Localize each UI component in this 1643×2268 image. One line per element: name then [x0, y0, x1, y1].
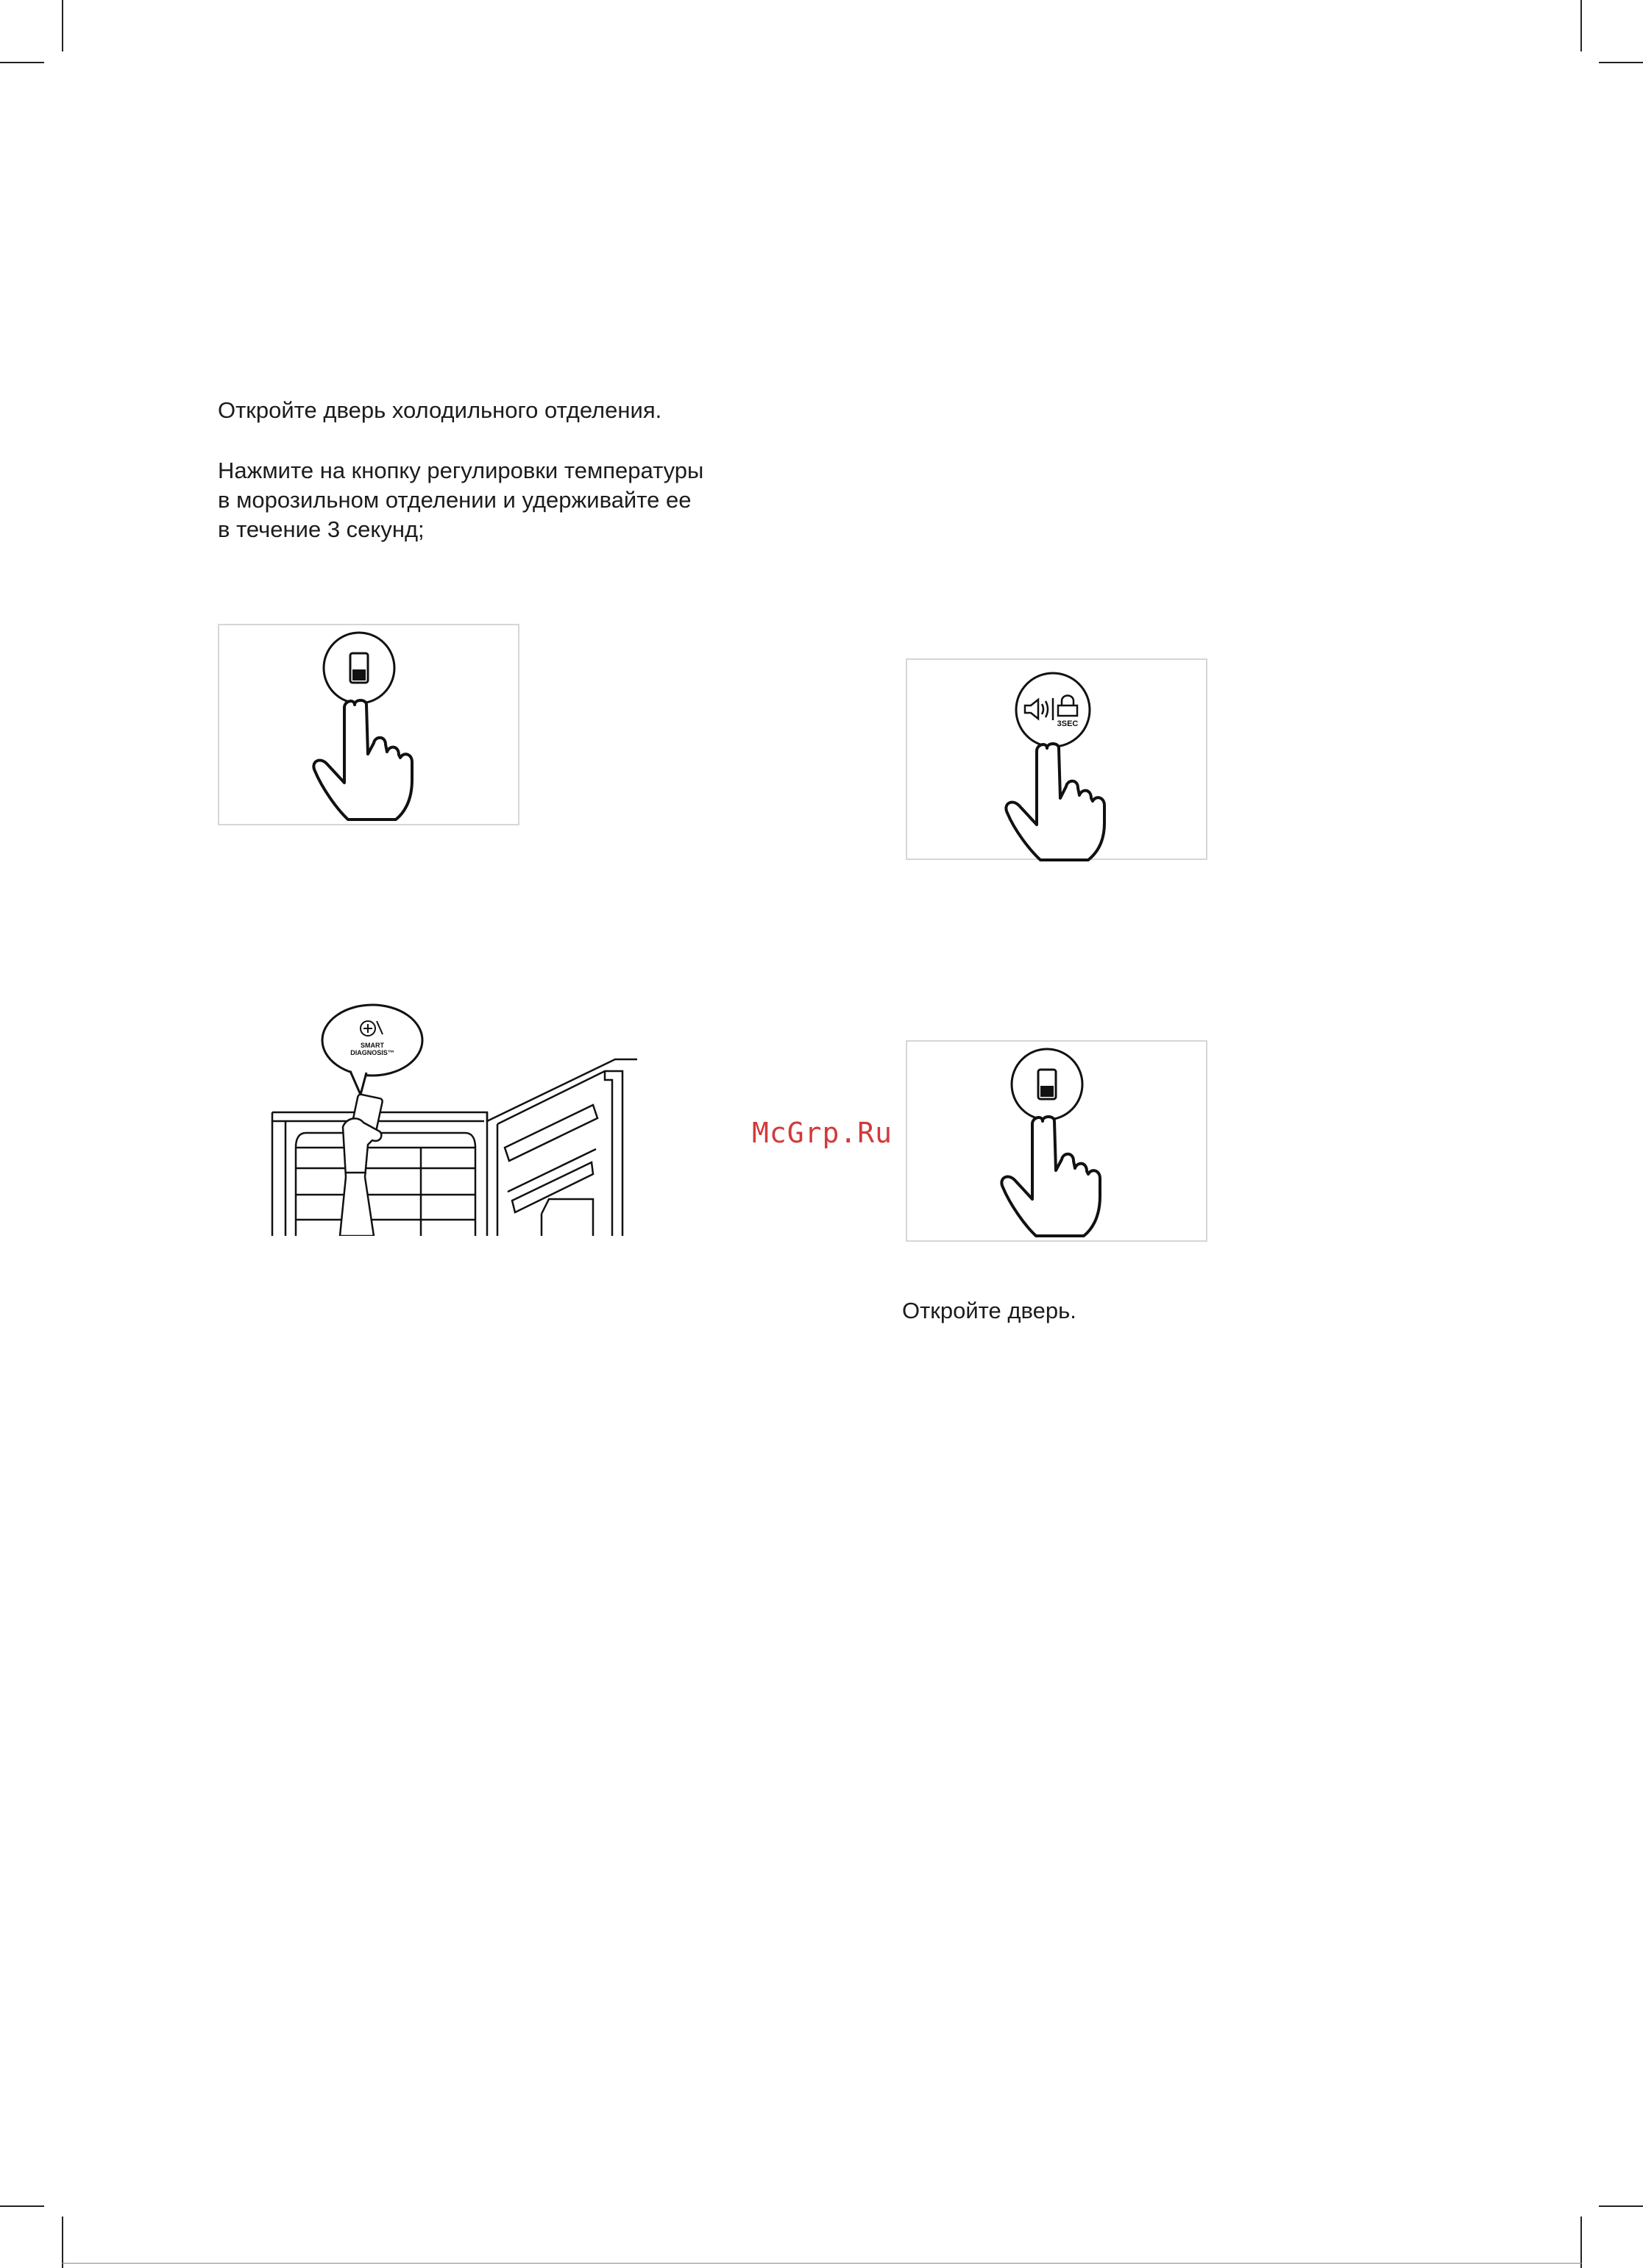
three-sec-label: 3SEC — [1057, 719, 1079, 728]
instruction-open-fridge-door: Откройте дверь холодильного отделения. — [218, 397, 662, 423]
instruction-press-hold-line3: в течение 3 секунд; — [218, 516, 425, 542]
hand-with-card — [340, 1094, 383, 1236]
watermark: McGrp.Ru — [752, 1117, 893, 1149]
crop-mark — [62, 0, 63, 51]
freezer-button-panel — [218, 624, 519, 825]
pointing-hand-icon — [1001, 1117, 1100, 1236]
instruction-press-hold-line2: в морозильном отделении и удерживайте ее — [218, 487, 692, 513]
crop-mark — [0, 62, 44, 63]
crop-mark — [1580, 0, 1582, 51]
diagnosis-label: DIAGNOSIS™ — [350, 1049, 394, 1056]
instruction-press-hold-line1: Нажмите на кнопку регулировки температуры — [218, 458, 704, 483]
crop-mark — [0, 2205, 44, 2207]
finger-press-illustration-2 — [907, 1042, 1209, 1243]
crop-mark — [1580, 2217, 1582, 2268]
crop-mark — [1599, 62, 1643, 63]
instruction-open-door: Откройте дверь. — [902, 1298, 1076, 1323]
lock-button-panel — [906, 658, 1207, 860]
bottom-rule — [62, 2263, 1582, 2264]
fridge-smart-diagnosis-illustration — [269, 1000, 637, 1236]
freezer-button-panel-2 — [906, 1040, 1207, 1242]
pointing-hand-icon — [313, 700, 412, 820]
freezer-temperature-icon — [1038, 1070, 1056, 1099]
smart-label: SMART — [361, 1042, 384, 1049]
pointing-hand-icon — [1006, 744, 1104, 860]
crop-mark — [62, 2217, 63, 2268]
freezer-temperature-icon — [350, 653, 368, 683]
finger-press-illustration — [219, 625, 521, 827]
fridge-body — [272, 1059, 637, 1236]
finger-press-lock-illustration — [907, 660, 1209, 861]
crop-mark — [1599, 2205, 1643, 2207]
smart-diagnosis-bubble — [322, 1005, 422, 1076]
